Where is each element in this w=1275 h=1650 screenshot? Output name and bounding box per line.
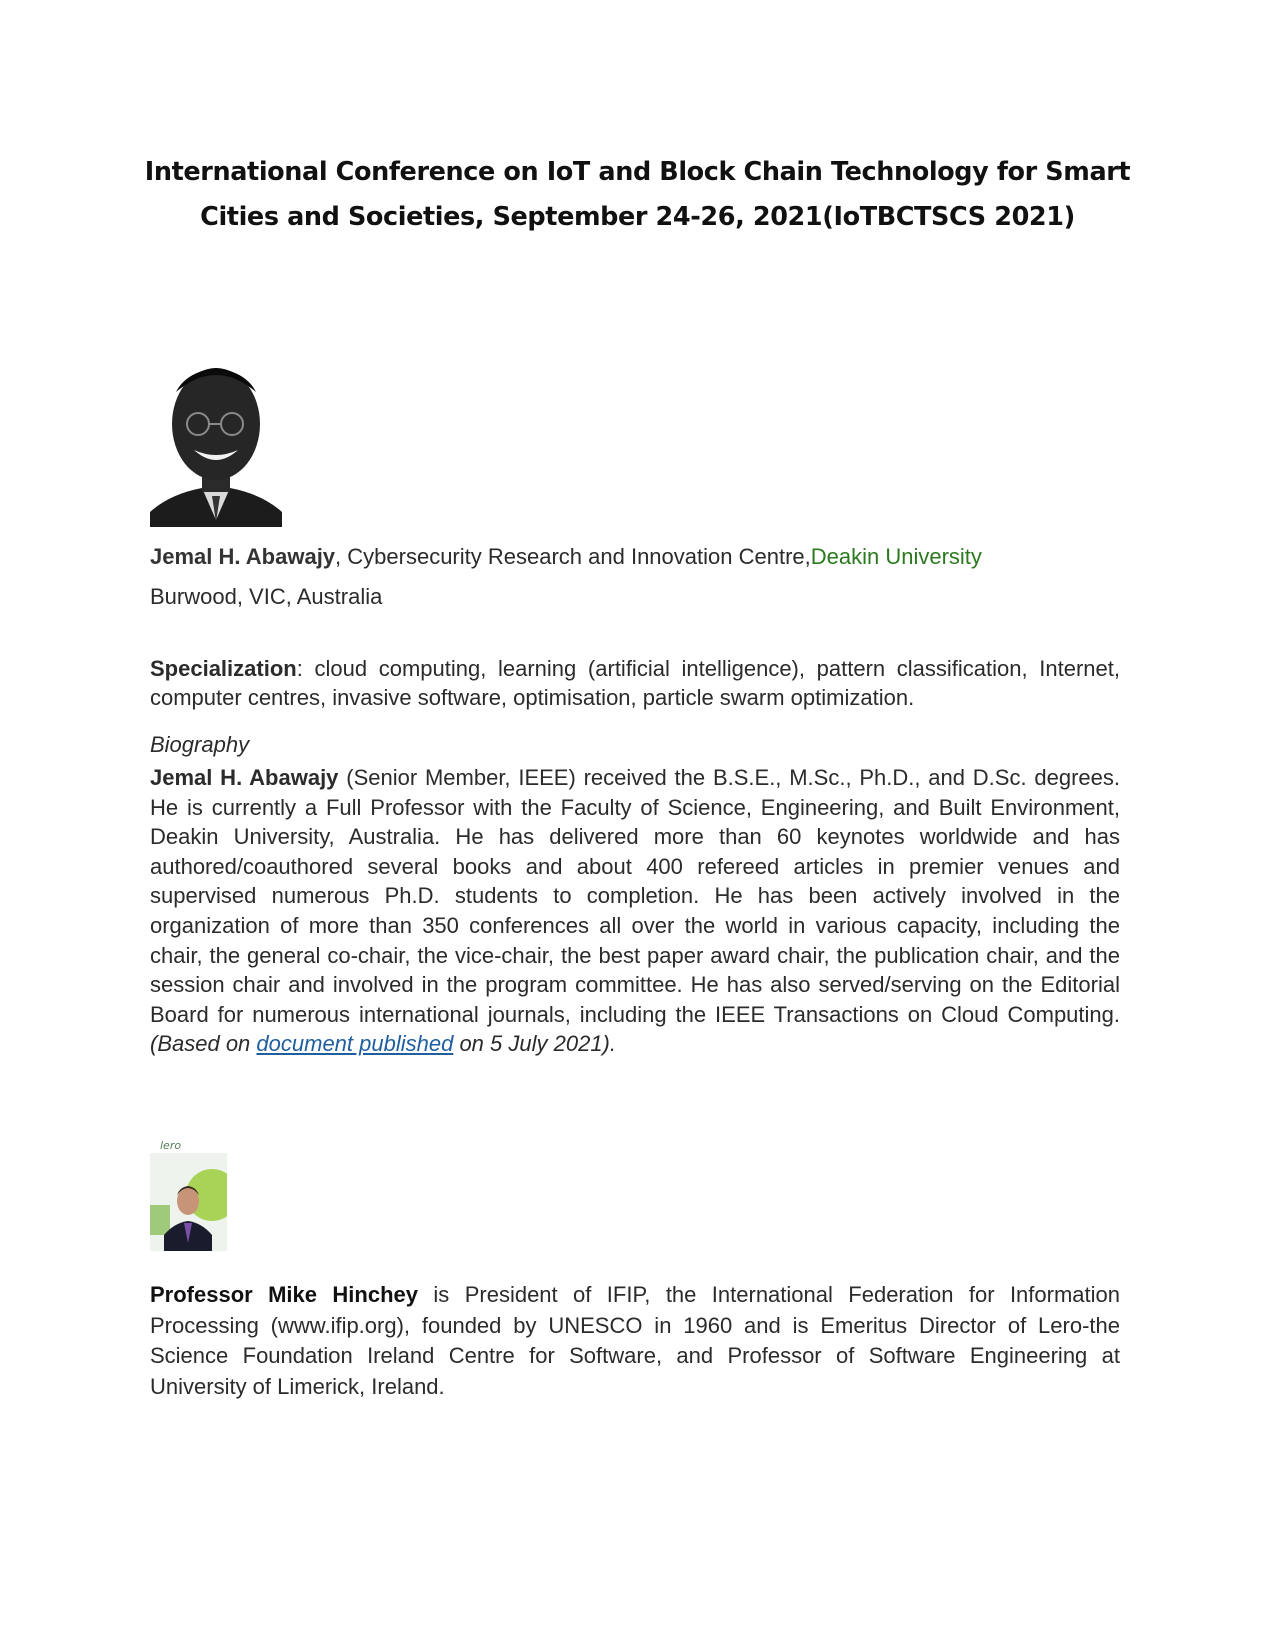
speaker-paragraph-hinchey	[150, 1280, 1120, 1402]
source-prefix: (Based on	[150, 1031, 257, 1057]
specialization-text: : cloud computing, learning (artificial intelligence), pattern classification, Internet, computer centres, invasive software, optimisation, particle swarm optimization.	[150, 656, 1120, 710]
speaker-location: Burwood, VIC, Australia	[150, 584, 383, 609]
speaker-photo-hinchey	[150, 1135, 227, 1251]
bio-name: Jemal H. Abawajy	[150, 765, 339, 790]
university-name: Deakin University	[810, 544, 982, 569]
document-published-link[interactable]: document published	[256, 1031, 454, 1057]
speaker-name: Jemal H. Abawajy	[150, 544, 336, 569]
lero-logo: lero	[160, 1139, 182, 1152]
speaker-heading-abawajy	[150, 543, 1150, 571]
page-title: International Conference on IoT and Block Chain Technology for Smart Cities and Societies, September 24-26, 2021(IoTBCTSCS 2021)	[144, 157, 1131, 232]
speaker-photo-abawajy	[150, 362, 282, 527]
speaker2-name: Professor Mike Hinchey	[150, 1282, 419, 1307]
specialization-paragraph	[150, 654, 1120, 712]
speaker-affiliation: Cybersecurity Research and Innovation Centre,	[347, 544, 811, 569]
specialization-label: Specialization	[150, 656, 297, 681]
separator: ,	[335, 544, 348, 569]
bio-text: (Senior Member, IEEE) received the B.S.E., M.Sc., Ph.D., and D.Sc. degrees. He is currently a Full Professor with the Faculty of Science, Engineering, and Built Environment, Deakin University, Australia. He has delivered more than 60 keynotes worldwide and has authored/coauthored several books and about 400 refereed articles in premier venues and supervised numerous Ph.D. students to completion. He has been actively involved in the organization of more than 350 conferences all over the world in various capacity, including the chair, the general co-chair, the vice-chair, the best paper award chair, the publication chair, and the session chair and involved in the program committee. He has also served/serving on the Editorial Board for numerous international journals, including the IEEE Transactions on Cloud Computing.	[150, 765, 1120, 1027]
biography-heading: Biography	[150, 732, 250, 757]
source-suffix: on 5 July 2021).	[453, 1031, 616, 1057]
biography-paragraph	[150, 763, 1120, 1059]
speaker2-text: is President of IFIP, the International Federation for Information Processing (www.ifip.org), founded by UNESCO in 1960 and is Emeritus Director of Lero-the Science Foundation Ireland Centre for Software, and Professor of Software Engineering at University of Limerick, Ireland.	[150, 1282, 1120, 1399]
